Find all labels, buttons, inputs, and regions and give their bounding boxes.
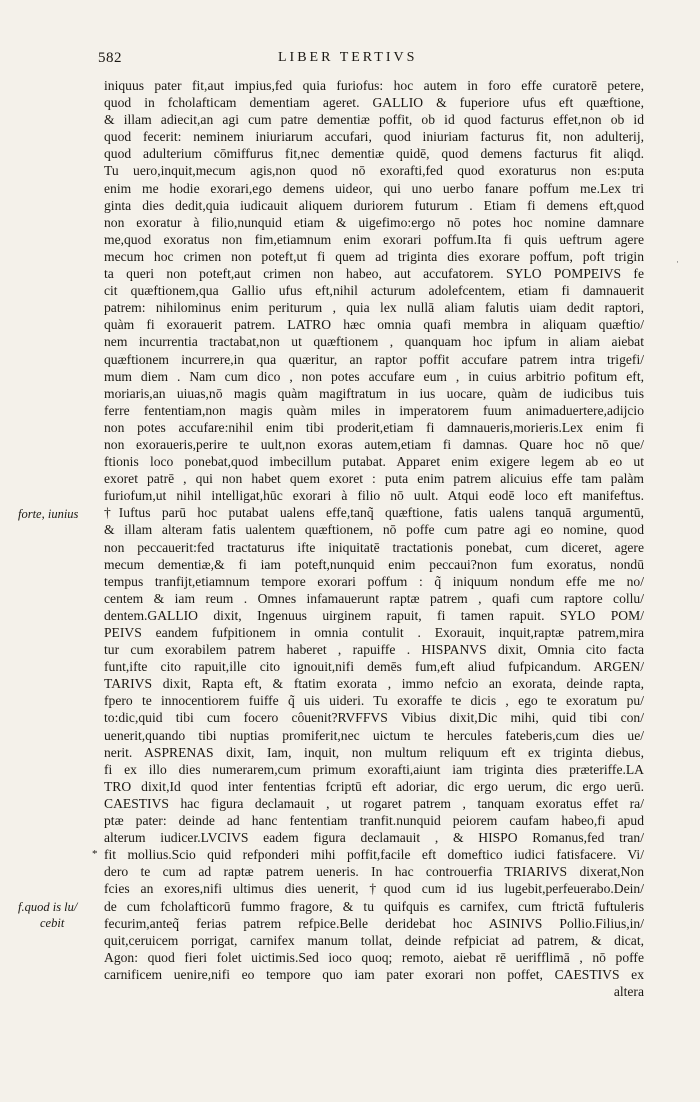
- text-line: quit,ceruicem porrigat, carnifex manum tollat, deinde refpiciat ad patrem, & dicat,: [104, 932, 644, 948]
- text-line: ptæ pater: deinde ad hanc fententiam tranfit.nunquid peiorem caufam habeo,fi apud: [104, 813, 644, 829]
- text-line: Tu uero,inquit,mecum agis,non quod nō exorafti,fed quod exoraturus non es:puta: [104, 163, 644, 179]
- text-line: ferre fententiam,non magis quàm miles in imperatorem fuum animaduertere,adijcio: [104, 402, 644, 418]
- text-line: fecurim,anteq̃ ferias patrem refpice.Belle deridebat hoc ASINIVS Pollio.Filius,in/: [104, 915, 644, 931]
- text-line: dentem.GALLIO dixit, Ingenuus uirginem rapuit, fi tamen rapuit. SYLO POM/: [104, 607, 644, 623]
- running-title: LIBER TERTIVS: [278, 50, 418, 65]
- text-line: to:dic,quid tibi cum focero côuenit?RVFFVS Vibius dixit,Dic mihi, quid tibi con/: [104, 710, 644, 726]
- text-line: quod fecerit: neminem iniuriarum accufari, quod iniuriam facturus fit, non adulterij,: [104, 129, 644, 145]
- text-line: TRO dixit,Id quod inter fententias fcriptū eft adoriar, dic ergo uerum, dic ergo uerū.: [104, 778, 644, 794]
- text-line: fpero te innocentiorem fuiffe q̃ uis uideri. Tu exoraffe te dicis , ego te exoratum pu/: [104, 693, 644, 709]
- margin-star-mark: *: [92, 848, 98, 860]
- text-line: furiofum,ut nihil intelligat,hūc exorari à filio nō uult. Atqui eodē loco eft manifeftus.: [104, 488, 644, 504]
- margin-note-quod-line1: f.quod is lu/: [18, 900, 78, 914]
- text-line: fit mollius.Scio quid refponderi mihi poffit,facile eft domeftico iudici fatisfacere. Vi/: [104, 847, 644, 863]
- text-line: CAESTIVS hac figura declamauit , ut rogaret patrem , tanquam exoratus effet ra/: [104, 795, 644, 811]
- text-line: dero te cum ad raptæ patrem ueneris. In hac controuerfia TRIARIVS dixerat,Non: [104, 864, 644, 880]
- text-line: alterum iudicer.LVCIVS eadem figura declamauit , & HISPO Romanus,fed tran/: [104, 830, 644, 846]
- text-line: quod adulterium cōmiffurus fit,nec dementiæ quidē, quod demens facturus fit aliqd.: [104, 146, 644, 162]
- text-line: mecum hoc crimen non poteft,ut fi quem ad triginta dies exorare poffum, poft trigin: [104, 248, 644, 264]
- text-line: patrem: nihilominus enim periturum , quia lex nullā aliam falutis uiam dedit raptori,: [104, 300, 644, 316]
- text-line: carnificem uenire,nifi eo tempore quo iam pater exorari non poffet, CAESTIVS ex: [104, 966, 644, 982]
- text-line: Agon: quod fieri folet uictimis.Sed ioco quoq; remoto, aiebat rē uerifflimā , nō poffe: [104, 949, 644, 965]
- text-line: mecum dementiæ,& fi iam poteft,nunquid enim peccaui?non fum exoratus, nondū: [104, 556, 644, 572]
- text-line: moriaris,an uiuas,nō magis quàm magiftratum in ius uocare, quàm de iudicibus tuis: [104, 385, 644, 401]
- page-header: [98, 50, 658, 70]
- text-line: †Iuftus parū hoc putabat ualens effe,tanq̃ quæftione, fatis ualens tanquā argumentū,: [104, 505, 644, 521]
- text-line: funt,ifte cito rapuit,ille cito ignouit,nifi demēs fum,eft aliud fufpicandum. ARGEN/: [104, 659, 644, 675]
- text-line: mum diem . Nam cum dico , non potes accufare eum , in cuius arbitrio pofitum eft,: [104, 368, 644, 384]
- margin-note-forte: forte, iunius: [18, 507, 79, 521]
- text-line: fi ex illo dies numerarem,cum primum exorafti,aiunt iam triginta dies præteriffe.LA: [104, 761, 644, 777]
- text-line: ftionis loco ponebat,quod imbecillum putabat. Apparet enim exigere legem ab eo ut: [104, 454, 644, 470]
- text-line: quæftionem incurrere,in qua quæritur, an raptor poffit accufare patrem intra trigefi/: [104, 351, 644, 367]
- text-line: de cum fcholafticorū fummo fragore, & tu quifquis es carnifex, cum ftrictā fuftuleris: [104, 898, 644, 914]
- text-line: non exoraueris,perire te uult,non exoras autem,etiam fi damnas. Quare hoc nō que/: [104, 436, 644, 452]
- text-line: cit quæftionem,qua Gallio ufus eft,nihil acturum adolefcentem, etiam fi damnauerit: [104, 283, 644, 299]
- page-number: 582: [98, 50, 122, 66]
- text-line: non potes accufare:nihil enim tibi proderit,etiam fi damnaueris,morieris.Lex enim fi: [104, 419, 644, 435]
- text-line: quàm fi exorauerit patrem. LATRO hæc omnia quafi membra in aliquam quæftio/: [104, 317, 644, 333]
- text-line: tempus tranfijt,etiamnum tempore exorari poffum : q̃ iniquum nondum effe me no/: [104, 573, 644, 589]
- margin-dot-mark: ·: [676, 257, 679, 267]
- text-line: non exoratur à filio,nunquid etiam & uigefimo:ergo nō potes hoc nomine damnare: [104, 214, 644, 230]
- main-text-block: [104, 77, 644, 1000]
- text-line: TARIVS dixit, Rapta eft, & ftatim exorata , immo nefcio an exorata, deinde rapta,: [104, 676, 644, 692]
- text-line: non peccauerit:fed tractaturus ifte iniquitatē tractationis ponebat, cum diceret, agere: [104, 539, 644, 555]
- text-line: quod in fcholafticam dementiam ageret. GALLIO & fuperiore ufus eft quæftione,: [104, 95, 644, 111]
- text-line: ginta dies dedit,quia iudicauit aliquem duriorem futurum . Etiam fi demens eft,quod: [104, 197, 644, 213]
- text-line: exoret patrē , qui non habet quem exoret : puta enim patrem alicuius effe tam palàm: [104, 471, 644, 487]
- text-line: nerit. ASPRENAS dixit, Iam, inquit, non multum reliquum eft ex triginta diebus,: [104, 744, 644, 760]
- text-line: fcies an exores,nifi ultimus dies uenerit, †quod cum id ius lugebit,perfeuerabo.Dein/: [104, 881, 644, 897]
- text-line: centem & iam reum . Omnes infamauerunt raptæ patrem , quafi cum raptore collu/: [104, 590, 644, 606]
- text-line: & illam adiecit,an agi cum patre dementiæ poffit, ob id quod facturus effet,non ob id: [104, 112, 644, 128]
- text-line: ta queri non poteft,aut crimen non habeo, aut accufatorem. SYLO POMPEIVS fe: [104, 266, 644, 282]
- text-line: tur cum exorabilem patrem haberet , rapuiffe . HISPANVS dixit, Omnia cito facta: [104, 642, 644, 658]
- text-line: & illam alteram fatis ualentem quæftionem, nō poffe cum patre agi eo nomine, quod: [104, 522, 644, 538]
- text-line: enim me hodie exorari,ego demens uideor, qui uno uerbo fanare poffum me.Lex tri: [104, 180, 644, 196]
- catchword: altera: [613, 983, 644, 999]
- text-line: nem incurrentia tractabat,non ut quæftionem , quanquam hoc ipfum in aliam aiebat: [104, 334, 644, 350]
- text-line: uenerit,quando tibi nuptias promiferit,nec uictum te hercules fateberis,cum dies ue/: [104, 727, 644, 743]
- margin-note-quod-line2: cebit: [40, 916, 65, 930]
- text-line: PEIVS eandem fufpitionem in omnia contulit . Exorauit, inquit,raptæ patrem,mira: [104, 625, 644, 640]
- text-line: me,quod exoratus non fim,etiamnum enim exorari poffum.Ita fi quis ueftrum agere: [104, 231, 644, 247]
- text-line: iniquus pater fit,aut impius,fed quia furiofus: hoc autem in foro effe curatorē petere,: [104, 78, 644, 93]
